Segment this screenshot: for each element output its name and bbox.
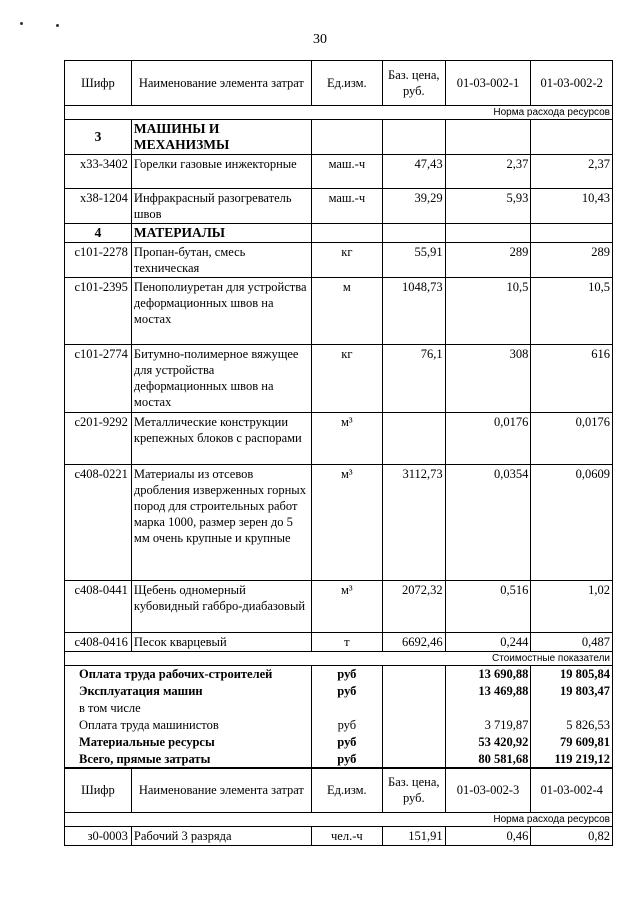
total-value-1 (445, 700, 531, 717)
row-name: Рабочий 3 разряда (131, 827, 311, 846)
total-value-1: 80 581,68 (445, 751, 531, 769)
row-value-1: 2,37 (445, 155, 531, 189)
table-row (65, 827, 613, 846)
row-name: Пропан-бутан, смесь техническая (131, 243, 311, 278)
total-name: в том числе (65, 700, 312, 717)
header-col2: 01-03-002-4 (531, 768, 613, 813)
total-unit (311, 700, 382, 717)
total-price (382, 683, 445, 700)
row-code: х33-3402 (65, 155, 132, 189)
row-value-2: 10,5 (531, 278, 613, 345)
row-unit: м (311, 278, 382, 345)
section-number: 4 (65, 224, 132, 243)
row-name: Металлические конструкции крепежных блоков с распорами (131, 413, 311, 465)
row-value-1: 289 (445, 243, 531, 278)
norm-row (65, 813, 613, 827)
row-value-1: 0,516 (445, 581, 531, 633)
section-4-row (65, 224, 613, 243)
row-value-1: 0,0176 (445, 413, 531, 465)
total-value-2 (531, 700, 613, 717)
row-value-2: 616 (531, 345, 613, 413)
row-value-2: 0,82 (531, 827, 613, 846)
row-code: с101-2278 (65, 243, 132, 278)
section-number: 3 (65, 120, 132, 155)
table-row (65, 243, 613, 278)
scan-speck (56, 24, 59, 27)
total-value-1: 13 469,88 (445, 683, 531, 700)
totals-row (65, 666, 613, 684)
table-header-row (65, 768, 613, 813)
row-price: 39,29 (382, 189, 445, 224)
header-code: Шифр (65, 768, 132, 813)
row-unit: м³ (311, 581, 382, 633)
table-header-row (65, 61, 613, 106)
totals-row (65, 683, 613, 700)
row-unit: кг (311, 345, 382, 413)
page-number: 30 (313, 32, 327, 47)
header-col1: 01-03-002-1 (445, 61, 531, 106)
total-name: Эксплуатация машин (65, 683, 312, 700)
row-value-2: 10,43 (531, 189, 613, 224)
row-unit: т (311, 633, 382, 652)
row-price: 55,91 (382, 243, 445, 278)
row-value-2: 1,02 (531, 581, 613, 633)
row-code: х38-1204 (65, 189, 132, 224)
norm-label: Норма расхода ресурсов (65, 106, 613, 120)
section-title: МАТЕРИАЛЫ (131, 224, 311, 243)
row-price: 3112,73 (382, 465, 445, 581)
row-unit: маш.-ч (311, 189, 382, 224)
row-unit: м³ (311, 465, 382, 581)
row-name: Песок кварцевый (131, 633, 311, 652)
row-value-1: 5,93 (445, 189, 531, 224)
norm-row (65, 106, 613, 120)
header-unit: Ед.изм. (311, 61, 382, 106)
row-code: с408-0441 (65, 581, 132, 633)
total-value-2: 19 803,47 (531, 683, 613, 700)
section-3-row (65, 120, 613, 155)
row-value-2: 0,487 (531, 633, 613, 652)
total-unit: руб (311, 751, 382, 769)
row-price: 47,43 (382, 155, 445, 189)
row-unit: чел.-ч (311, 827, 382, 846)
table-row (65, 633, 613, 652)
table-row (65, 345, 613, 413)
row-price: 2072,32 (382, 581, 445, 633)
row-unit: кг (311, 243, 382, 278)
row-price: 76,1 (382, 345, 445, 413)
total-value-2: 19 805,84 (531, 666, 613, 684)
row-code: с408-0221 (65, 465, 132, 581)
totals-row (65, 751, 613, 769)
scan-speck (20, 22, 23, 25)
table-row (65, 465, 613, 581)
total-value-1: 3 719,87 (445, 717, 531, 734)
total-unit: руб (311, 666, 382, 684)
row-value-1: 0,244 (445, 633, 531, 652)
totals-row (65, 717, 613, 734)
row-name: Пенополиуретан для устройства деформационных швов на мостах (131, 278, 311, 345)
norm-label: Норма расхода ресурсов (65, 813, 613, 827)
row-name: Инфракрасный разогреватель швов (131, 189, 311, 224)
row-value-2: 0,0176 (531, 413, 613, 465)
row-unit: м³ (311, 413, 382, 465)
row-name: Щебень одномерный кубовидный габбро-диабазовый (131, 581, 311, 633)
header-code: Шифр (65, 61, 132, 106)
cost-label: Стоимостные показатели (65, 652, 613, 666)
row-value-1: 10,5 (445, 278, 531, 345)
header-price: Баз. цена, руб. (382, 61, 445, 106)
row-value-1: 0,0354 (445, 465, 531, 581)
row-name: Битумно-полимерное вяжущее для устройства деформационных швов на мостах (131, 345, 311, 413)
row-name: Материалы из отсевов дробления изверженных горных пород для строительных работ марка 1000, размер зерен до 5 мм очень крупные и крупные (131, 465, 311, 581)
row-value-2: 0,0609 (531, 465, 613, 581)
total-name: Оплата труда рабочих-строителей (65, 666, 312, 684)
total-name: Оплата труда машинистов (65, 717, 312, 734)
header-col2: 01-03-002-2 (531, 61, 613, 106)
row-price: 6692,46 (382, 633, 445, 652)
resource-table-2 (64, 767, 613, 846)
row-code: с101-2395 (65, 278, 132, 345)
table-row (65, 581, 613, 633)
total-value-2: 5 826,53 (531, 717, 613, 734)
row-code: с408-0416 (65, 633, 132, 652)
total-name: Материальные ресурсы (65, 734, 312, 751)
row-price: 151,91 (382, 827, 445, 846)
header-col1: 01-03-002-3 (445, 768, 531, 813)
table-row (65, 278, 613, 345)
row-code: с201-9292 (65, 413, 132, 465)
totals-row (65, 700, 613, 717)
total-value-2: 119 219,12 (531, 751, 613, 769)
section-title: МАШИНЫ И МЕХАНИЗМЫ (131, 120, 311, 155)
header-name: Наименование элемента затрат (131, 61, 311, 106)
total-name: Всего, прямые затраты (65, 751, 312, 769)
resource-table-1 (64, 60, 613, 769)
table-row (65, 189, 613, 224)
total-price (382, 751, 445, 769)
cost-row (65, 652, 613, 666)
total-price (382, 666, 445, 684)
total-unit: руб (311, 734, 382, 751)
row-value-1: 308 (445, 345, 531, 413)
row-unit: маш.-ч (311, 155, 382, 189)
total-value-1: 13 690,88 (445, 666, 531, 684)
totals-row (65, 734, 613, 751)
row-value-2: 289 (531, 243, 613, 278)
row-code: з0-0003 (65, 827, 132, 846)
header-name: Наименование элемента затрат (131, 768, 311, 813)
row-value-2: 2,37 (531, 155, 613, 189)
header-price: Баз. цена, руб. (382, 768, 445, 813)
row-value-1: 0,46 (445, 827, 531, 846)
header-unit: Ед.изм. (311, 768, 382, 813)
total-unit: руб (311, 717, 382, 734)
row-price: 1048,73 (382, 278, 445, 345)
total-price (382, 700, 445, 717)
total-price (382, 717, 445, 734)
table-row (65, 155, 613, 189)
total-value-1: 53 420,92 (445, 734, 531, 751)
table-row (65, 413, 613, 465)
total-unit: руб (311, 683, 382, 700)
total-price (382, 734, 445, 751)
row-name: Горелки газовые инжекторные (131, 155, 311, 189)
row-code: с101-2774 (65, 345, 132, 413)
row-price (382, 413, 445, 465)
total-value-2: 79 609,81 (531, 734, 613, 751)
